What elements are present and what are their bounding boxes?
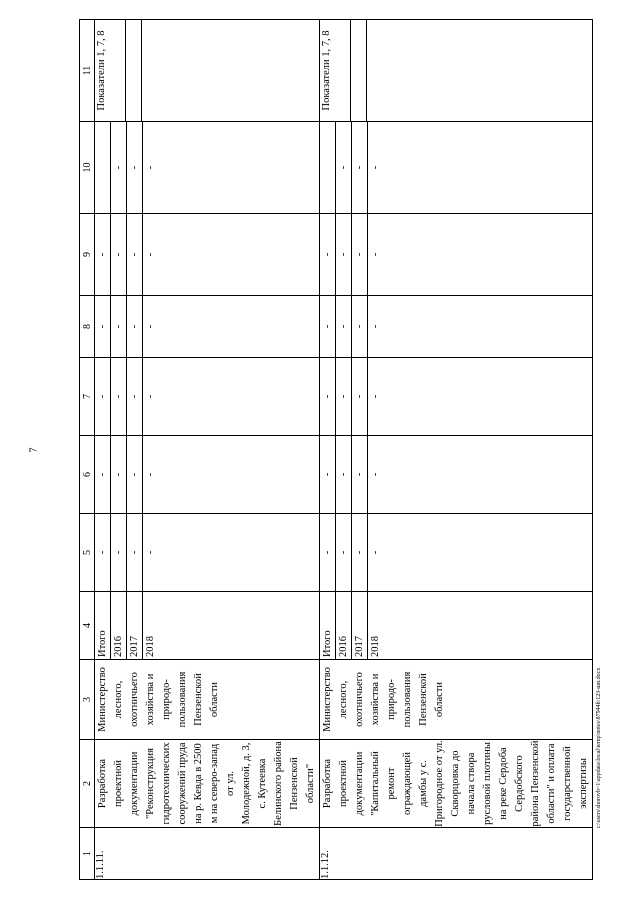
value: -: [336, 214, 352, 295]
row-number: 1.1.12.: [320, 828, 593, 880]
value: -: [95, 296, 111, 357]
value: -: [352, 296, 368, 357]
value-cell-7: [320, 358, 593, 436]
indicator-text: Показатели 1, 7, 8: [320, 20, 351, 121]
value: -: [370, 472, 381, 477]
page-number: 7: [28, 447, 40, 453]
header-cell: 1: [80, 828, 95, 880]
indicator-cell: [320, 20, 593, 122]
row-executor: Министерство лесного, охотничьего хозяйства и природо-пользования Пензенской области: [320, 660, 593, 740]
header-cell: 8: [80, 296, 95, 358]
value: -: [145, 165, 156, 170]
value: -: [95, 358, 111, 435]
value-cell-8: [320, 296, 593, 358]
value: -: [127, 122, 143, 213]
years-cell: [320, 592, 593, 660]
value-cell-9: [95, 214, 320, 296]
header-row: [80, 20, 95, 880]
value: -: [336, 296, 352, 357]
empty-line: [142, 20, 157, 121]
program-table: [79, 19, 593, 880]
value: -: [95, 214, 111, 295]
value: -: [145, 472, 156, 477]
empty-line: [126, 20, 142, 121]
value: -: [320, 296, 336, 357]
table-container: [79, 20, 599, 880]
value: -: [336, 514, 352, 591]
value: -: [352, 358, 368, 435]
value: -: [111, 296, 127, 357]
indicator-cell: [95, 20, 320, 122]
value: [320, 122, 336, 213]
value-cell-10: [320, 122, 593, 214]
value: -: [127, 358, 143, 435]
header-cell: 5: [80, 514, 95, 592]
value: -: [111, 214, 127, 295]
value-cell-10: [95, 122, 320, 214]
value-cell-7: [95, 358, 320, 436]
value: -: [336, 122, 352, 213]
value: -: [320, 514, 336, 591]
header-cell: 10: [80, 122, 95, 214]
year-label: 2018: [145, 636, 156, 657]
header-cell: 7: [80, 358, 95, 436]
header-cell: 4: [80, 592, 95, 660]
value: -: [127, 296, 143, 357]
file-path-footer: c:\users\shorovb~1\appdata\local\temp\notes\87944b\123-ши.docx: [596, 667, 602, 829]
value: -: [127, 436, 143, 513]
value: -: [352, 514, 368, 591]
value-cell-9: [320, 214, 593, 296]
empty-line: [367, 20, 382, 121]
year-label: 2016: [111, 592, 127, 659]
value: -: [336, 436, 352, 513]
value: -: [370, 324, 381, 329]
table-row: [320, 20, 593, 880]
empty-line: [351, 20, 367, 121]
indicator-text: Показатели 1, 7, 8: [95, 20, 126, 121]
year-label: 2017: [352, 592, 368, 659]
row-number: 1.1.11.: [95, 828, 320, 880]
rotated-table: [79, 20, 599, 880]
value: -: [352, 436, 368, 513]
value: -: [352, 214, 368, 295]
row-description: Разработка проектной документации "Реконструкция гидротехнических сооружений пруда на р. Кевда в 2500 м на северо-запад от ул. Молодежной, д. 3, с. Кутеевка Белинского района Пензенской области": [95, 740, 320, 828]
year-label: 2017: [127, 592, 143, 659]
row-executor: Министерство лесного, охотничьего хозяйства и природо-пользования Пензенской области: [95, 660, 320, 740]
value: -: [127, 214, 143, 295]
value: -: [320, 436, 336, 513]
value: -: [111, 514, 127, 591]
value-cell-8: [95, 296, 320, 358]
header-cell: 3: [80, 660, 95, 740]
year-label: Итого: [95, 592, 111, 659]
value: -: [336, 358, 352, 435]
value: -: [320, 214, 336, 295]
value: -: [145, 252, 156, 257]
value: -: [352, 122, 368, 213]
value-cell-5: [95, 514, 320, 592]
value: -: [370, 394, 381, 399]
value: -: [111, 122, 127, 213]
header-cell: 11: [80, 20, 95, 122]
value: -: [127, 514, 143, 591]
value: -: [145, 550, 156, 555]
year-label: 2018: [370, 636, 381, 657]
value: -: [370, 550, 381, 555]
value-cell-6: [95, 436, 320, 514]
row-description: Разработка проектной документации "Капитальный ремонт ограждающей дамбы у с. Пригородное от ул. Скворцовка до начала створа русловой плотины на реке Сердоба Сердобского района Пензенской области" и оплата государственной экспертизы: [320, 740, 593, 828]
year-label: Итого: [320, 592, 336, 659]
value: -: [111, 436, 127, 513]
table-row: [95, 20, 320, 880]
value-cell-5: [320, 514, 593, 592]
year-label: 2016: [336, 592, 352, 659]
value: -: [145, 394, 156, 399]
value: -: [320, 358, 336, 435]
value: [95, 122, 111, 213]
header-cell: 2: [80, 740, 95, 828]
value: -: [370, 165, 381, 170]
value: -: [95, 436, 111, 513]
value: -: [145, 324, 156, 329]
value: -: [370, 252, 381, 257]
years-cell: [95, 592, 320, 660]
value-cell-6: [320, 436, 593, 514]
header-cell: 6: [80, 436, 95, 514]
header-cell: 9: [80, 214, 95, 296]
value: -: [95, 514, 111, 591]
value: -: [111, 358, 127, 435]
